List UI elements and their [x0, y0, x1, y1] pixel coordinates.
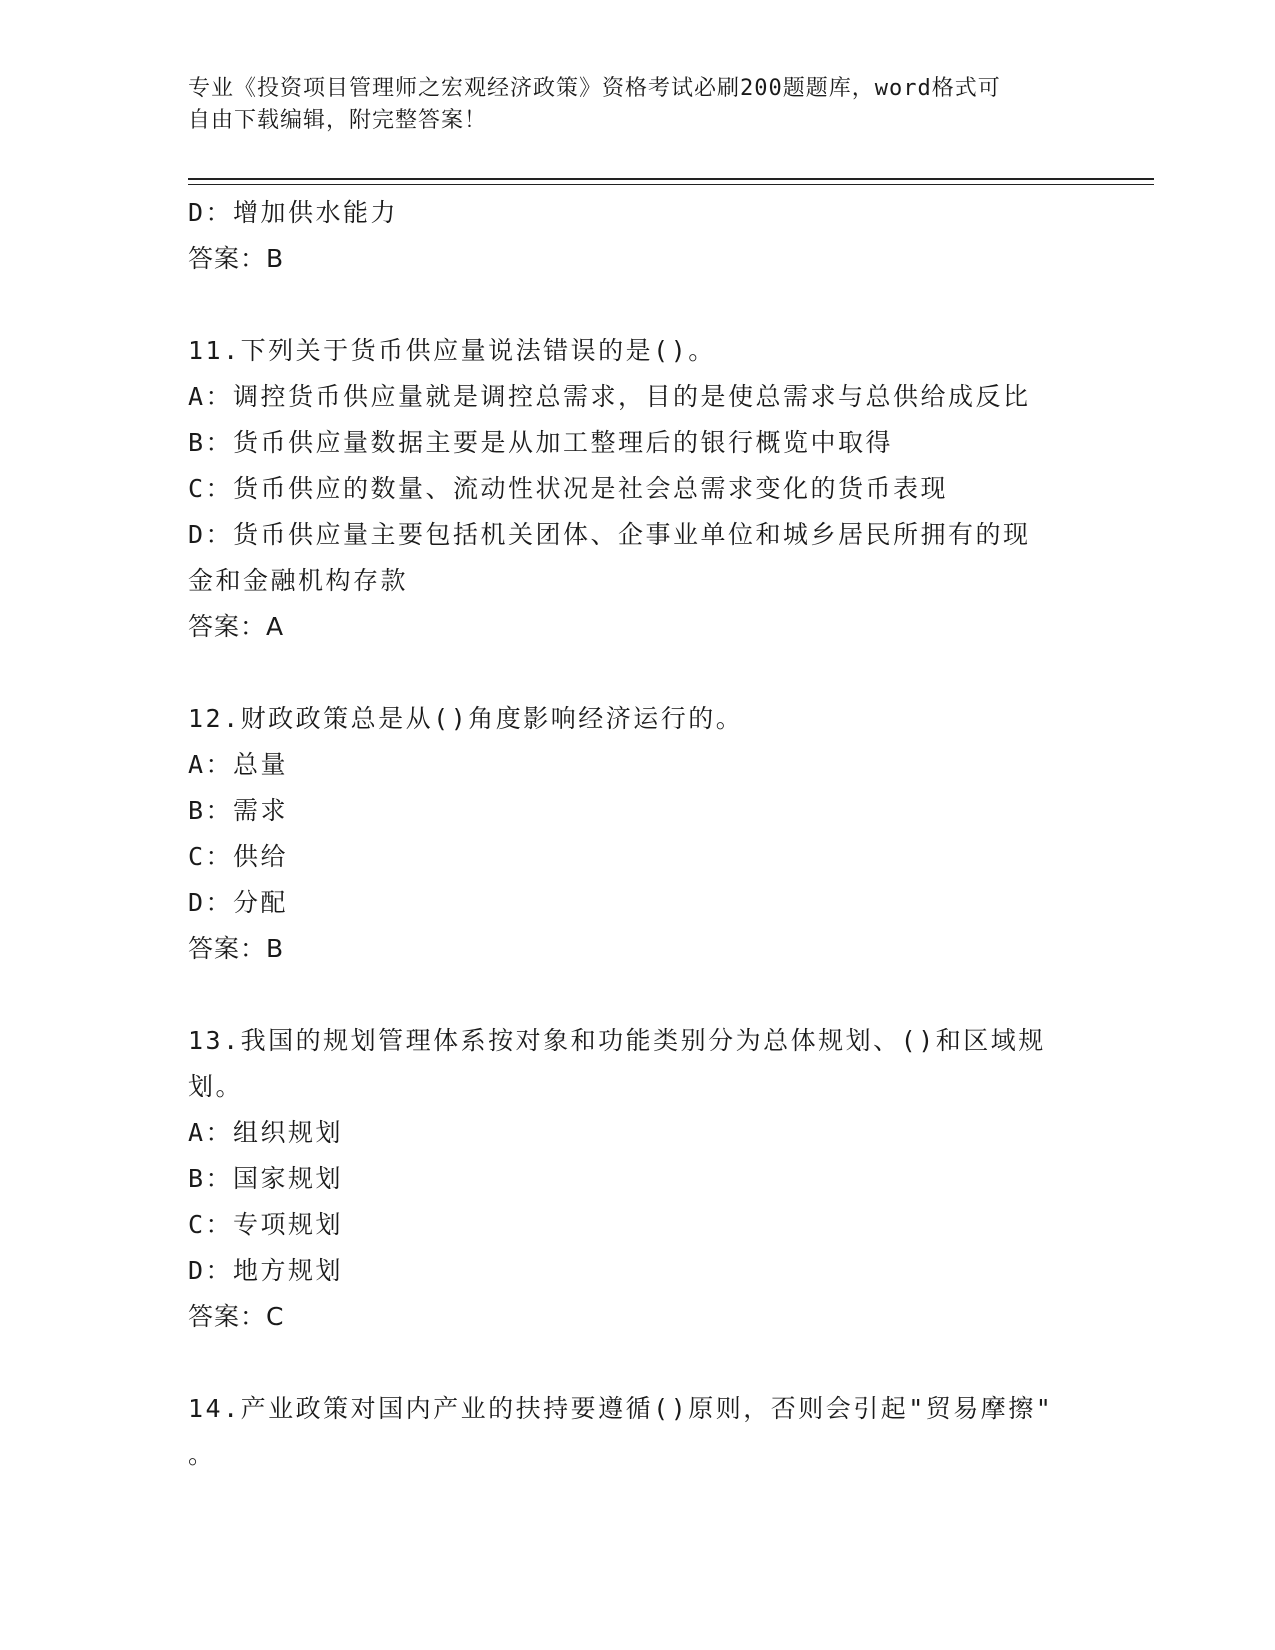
- question-stem-continued: 划。: [188, 1072, 244, 1101]
- spacer: [188, 282, 1088, 328]
- answer: 答案：C: [188, 1302, 285, 1331]
- header-line-1: 专业《投资项目管理师之宏观经济政策》资格考试必刷200题题库，word格式可: [188, 76, 1001, 101]
- answer: 答案：A: [188, 612, 285, 641]
- prev-option-d: D：增加供水能力: [188, 198, 399, 227]
- option-d: D：地方规划: [188, 1256, 344, 1285]
- question-stem: 14.产业政策对国内产业的扶持要遵循()原则，否则会引起"贸易摩擦": [188, 1394, 1054, 1423]
- question-stem-continued: 。: [188, 1440, 216, 1469]
- option-c: C：专项规划: [188, 1210, 344, 1239]
- option-a: A：总量: [188, 750, 289, 779]
- answer: 答案：B: [188, 934, 285, 963]
- document-header: [188, 73, 1068, 137]
- question-13: [188, 1018, 1088, 1340]
- spacer: [188, 972, 1088, 1018]
- question-11: [188, 328, 1088, 650]
- header-divider-thick: [188, 178, 1154, 180]
- spacer: [188, 1340, 1088, 1386]
- option-b: B：需求: [188, 796, 289, 825]
- header-line-2: 自由下载编辑，附完整答案！: [188, 108, 488, 133]
- question-12: [188, 696, 1088, 972]
- question-stem: 12.财政政策总是从()角度影响经济运行的。: [188, 704, 744, 733]
- option-d: D：分配: [188, 888, 289, 917]
- question-stem: 11.下列关于货币供应量说法错误的是()。: [188, 336, 716, 365]
- option-a: A：组织规划: [188, 1118, 344, 1147]
- question-14: [188, 1386, 1088, 1478]
- prev-answer: 答案：B: [188, 244, 285, 273]
- question-body: [188, 190, 1088, 1478]
- option-c: C：供给: [188, 842, 289, 871]
- option-b: B：货币供应量数据主要是从加工整理后的银行概览中取得: [188, 428, 894, 457]
- option-d: D：货币供应量主要包括机关团体、企事业单位和城乡居民所拥有的现: [188, 520, 1031, 549]
- header-divider-thin: [188, 184, 1154, 185]
- option-c: C：货币供应的数量、流动性状况是社会总需求变化的货币表现: [188, 474, 949, 503]
- option-a: A：调控货币供应量就是调控总需求，目的是使总需求与总供给成反比: [188, 382, 1031, 411]
- option-b: B：国家规划: [188, 1164, 344, 1193]
- option-d-continued: 金和金融机构存款: [188, 566, 409, 595]
- spacer: [188, 650, 1088, 696]
- question-stem: 13.我国的规划管理体系按对象和功能类别分为总体规划、()和区域规: [188, 1026, 1046, 1055]
